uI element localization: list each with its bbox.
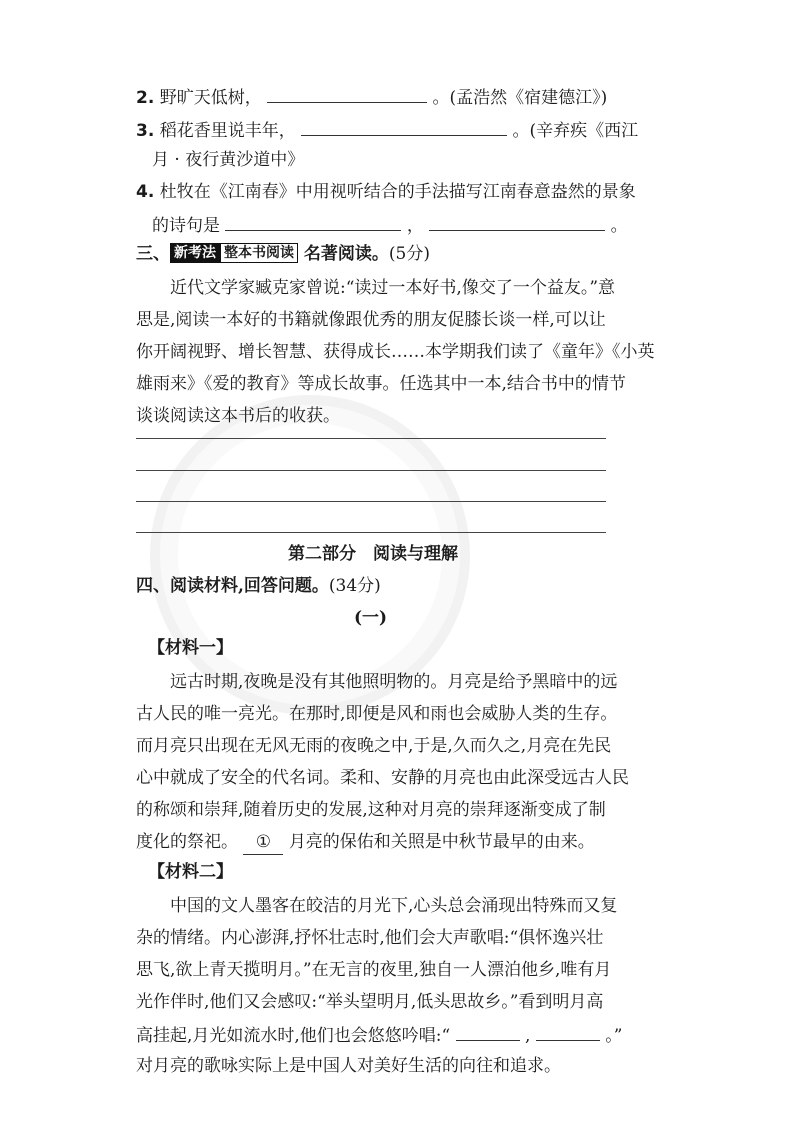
part-2-title: 第二部分 阅读与理解 [288,544,458,564]
material-2-label: 【材料二】 [148,862,233,882]
material-1-line-4: 心中就成了安全的代名词。柔和、安静的月亮也由此深受远古人民 [136,768,629,788]
answer-blank-circle-1[interactable]: ① [243,830,283,855]
material-1-line-2: 古人民的唯一亮光。在那时,即便是风和雨也会威胁人类的生存。 [136,704,618,724]
answer-blank-poem-a[interactable] [456,1022,520,1041]
section-3-para-4: 雄雨来》《爱的教育》等成长故事。任选其中一本,结合书中的情节 [136,374,626,394]
answer-blank-poem-b[interactable] [536,1022,600,1041]
material-2-line-6: 对月亮的歌咏实际上是中国人对美好生活的向往和追求。 [136,1056,561,1076]
question-4-line2: 的诗句是 ， 。 [152,212,628,238]
section-3-para-3: 你开阔视野、增长智慧、获得成长……本学期我们读了《童年》《小英 [136,342,655,362]
answer-blank-q4a[interactable] [225,212,401,231]
material-1-label: 【材料一】 [148,638,233,658]
question-3-line2: 月 · 夜行黄沙道中》 [152,150,305,170]
answer-line-3[interactable] [136,501,606,502]
section-3-para-2: 思是,阅读一本好的书籍就像跟优秀的朋友促膝长谈一样,可以让 [136,310,606,330]
material-1-line-1: 远古时期,夜晚是没有其他照明物的。月亮是给予黑暗中的远 [170,672,618,692]
answer-line-2[interactable] [136,470,606,471]
answer-blank-q3[interactable] [301,117,507,136]
material-1-line-6: 度化的祭祀。 ① 月亮的保佑和关照是中秋节最早的由来。 [136,830,595,855]
answer-blank-q4b[interactable] [429,212,605,231]
material-2-line-3: 思飞,欲上青天揽明月。”在无言的夜里,独自一人漂泊他乡,唯有月 [136,960,612,980]
material-2-line-1: 中国的文人墨客在皎洁的月光下,心头总会涌现出特殊而又复 [170,896,618,916]
whole-book-badge: 整本书阅读 [220,243,298,263]
new-method-badge: 新考法 [170,243,220,263]
material-1-line-3: 而月亮只出现在无风无雨的夜晚之中,于是,久而久之,月亮在先民 [136,736,612,756]
section-3-para-1: 近代文学家臧克家曾说:“读过一本好书,像交了一个益友。”意 [170,278,616,298]
material-2-line-4: 光作伴时,他们又会感叹:“举头望明月,低头思故乡。”看到明月高 [136,992,604,1012]
material-2-line-5: 高挂起,月光如流水时,他们也会悠悠吟唱:“ , 。” [136,1022,622,1048]
material-1-line-5: 的称颂和崇拜,随着历史的发展,这种对月亮的崇拜逐渐变成了制 [136,800,606,820]
subsection-1-title: (一) [354,608,388,628]
question-3: 3. 稻花香里说丰年， 。(辛弃疾《西江 [136,117,638,143]
answer-line-1[interactable] [136,438,606,439]
question-2: 2. 野旷天低树， 。(孟浩然《宿建德江》) [136,84,607,110]
material-2-line-2: 杂的情绪。内心澎湃,抒怀壮志时,他们会大声歌唱:“俱怀逸兴壮 [136,928,604,948]
question-4: 4. 杜牧在《江南春》中用视听结合的手法描写江南春意盎然的景象 [136,182,636,202]
answer-blank-q2[interactable] [267,84,427,103]
section-4-heading: 四、阅读材料,回答问题。(34分) [136,576,381,596]
section-3-heading: 三、 新考法 整本书阅读 名著阅读。(5分) [136,244,431,264]
section-3-para-5: 谈谈阅读这本书后的收获。 [136,406,340,426]
answer-line-4[interactable] [136,532,606,533]
